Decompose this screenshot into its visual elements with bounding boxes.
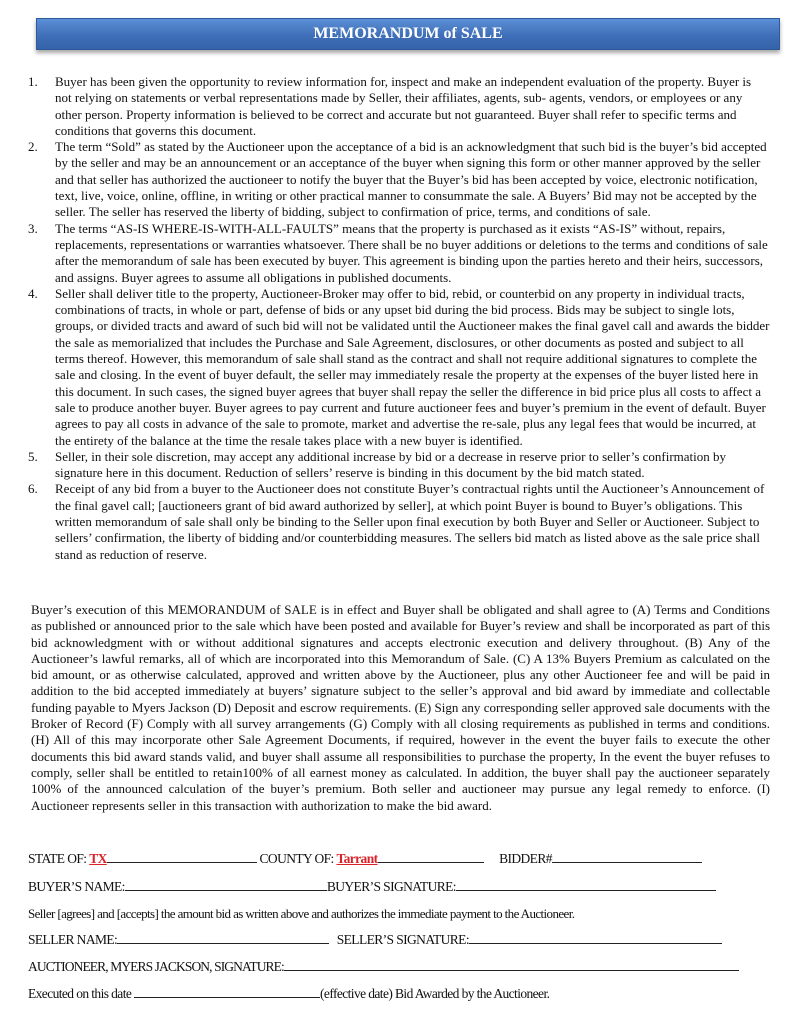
seller-signature-field[interactable] bbox=[469, 931, 722, 944]
county-line bbox=[378, 850, 484, 863]
document-title: MEMORANDUM of SALE bbox=[36, 18, 780, 50]
bidder-label: BIDDER# bbox=[499, 851, 552, 866]
executed-prefix: Executed on this date bbox=[28, 986, 132, 1001]
execution-paragraph: Buyer’s execution of this MEMORANDUM of SALE is in effect and Buyer shall be obligated and shall agree to (A) Terms and Conditions as published or announced prior to the sale which have been posted and available for Buyer’s review and shall be incorporated as part of this bid acknowledgment with or without additional signatures and accepts electronic execution and delivery throughout. (B) Any of the Auctioneer’s lawful remarks, all of which are incorporated into this Memorandum of Sale. (C) A 13% Buyers Premium as calculated on the bid amount, or as otherwise calculated, approved and written above by the Auctioneer, plus any other Auctioneer fee and will be paid in addition to the bid accepted immediately at buyers’ signature subject to the seller’s approval and bid award by immediate and collectable funding payable to Myers Jackson (D) Deposit and escrow requirements. (E) Sign any corresponding seller approved sale documents with the Broker of Record (F) Comply with all survey arrangements (G) Comply with all closing requirements as published in terms and conditions. (H) All of this may incorporate other Sale Agreement Documents, if required, however in the event the buyer fails to execute the other documents this bid award stands valid, and buyer shall assume all responsibilities to purchase the property, In the event the buyer refuses to comply, seller shall be entitled to retain100% of all earnest money as calculated. In addition, the buyer shall pay the auctioneer separately 100% of the announced calculation of the buyer’s premium. Both seller and auctioneer may pursue any legal remedy to enforce. (I) Auctioneer represents seller in this transaction with authorization to make the bid award. bbox=[31, 602, 770, 813]
term-item: 3. The terms “AS-IS WHERE-IS-WITH-ALL-FAULTS” means that the property is purchased as it exists “AS-IS” without, repairs, replacements, representations or warranties whatsoever. There shall be no buyer additions or deletions to the terms and conditions of sale after the memorandum of sale has been executed by buyer. This agreement is binding upon the parties hereto and their heirs, successors, and assigns. Buyer agrees to assume all obligations in published documents. bbox=[28, 221, 770, 286]
location-row bbox=[28, 850, 773, 867]
auctioneer-signature-field[interactable] bbox=[284, 958, 739, 971]
term-item: 5. Seller, in their sole discretion, may accept any additional increase by bid or a decrease in reserve prior to seller’s confirmation by signature here in this document. Reduction of sellers’ reserve is binding in this document by the bid match stated. bbox=[28, 449, 770, 482]
auctioneer-row bbox=[28, 958, 773, 975]
buyer-signature-field[interactable] bbox=[456, 878, 716, 891]
terms-list bbox=[28, 74, 770, 563]
seller-name-field[interactable] bbox=[117, 931, 329, 944]
executed-suffix: (effective date) Bid Awarded by the Auctioneer. bbox=[320, 986, 550, 1001]
effective-date-field[interactable] bbox=[134, 985, 320, 998]
state-label: STATE OF: bbox=[28, 851, 87, 866]
auctioneer-signature-label: AUCTIONEER, MYERS JACKSON, SIGNATURE: bbox=[28, 959, 284, 974]
term-text: The terms “AS-IS WHERE-IS-WITH-ALL-FAULTS” means that the property is purchased as it exists “AS-IS” without, repairs, replacements, representations or warranties whatsoever. There shall be no buyer additions or deletions to the terms and conditions of sale after the memorandum of sale has been executed by buyer. This agreement is binding upon the parties hereto and their heirs, successors, and assigns. Buyer agrees to assume all obligations in published documents. bbox=[55, 220, 768, 285]
seller-row bbox=[28, 931, 773, 948]
term-text: Receipt of any bid from a buyer to the Auctioneer does not constitute Buyer’s contractual rights until the Auctioneer’s Announcement of the final gavel call; [auctioneers grant of bid award authorized by seller], at which point Buyer is bound to Buyer’s obligations. This written memorandum of sale shall only be binding to the Seller upon final execution by both Buyer and Seller or Auctioneer. Subject to sellers’ confirmation, the liberty of bidding and/or counterbidding measures. The sellers bid match as listed above as the sale price shall stand as reduction of reserve. bbox=[55, 481, 765, 562]
bidder-field[interactable] bbox=[552, 850, 702, 863]
term-text: Seller shall deliver title to the property, Auctioneer-Broker may offer to bid, rebid, or counterbid on any property in individual tracts, combinations of tracts, in whole or part, defense of bids or any upset bid during the bid process. Bids may be subject to single lots, groups, or divided tracts and award of such bid will not be validated until the Auctioneer makes the final gavel call and awards the bidder the sale as memorialized that includes the Purchase and Sale Agreement, disclosures, or other documents as posted and subject to all terms thereof. However, this memorandum of sale shall stand as the contract and shall not require additional signatures to complete the sale and closing. In the event of buyer default, the seller may immediately resale the property at the expenses of the buyer listed here in this document. In such cases, the signed buyer agrees that buyer shall repay the seller the difference in bid price plus all costs to affect a sale to produce another buyer. Buyer agrees to pay current and future auctioneer fees and buyer’s premium in the event of default. Buyer agrees to pay all costs in advance of the sale to promote, market and advertise the re-sale, plus any legal fees that would be incurred, at the entirety of the balance at the time the resale takes place with a new buyer is identified. bbox=[55, 285, 770, 448]
term-item: 2. The term “Sold” as stated by the Auctioneer upon the acceptance of a bid is an acknowledgment that such bid is the buyer’s bid accepted by the seller and may be an announcement or an acceptance of the buyer when signing this form or other manner approved by the seller and that seller has authorized the auctioneer to notify the buyer that the Buyer’s bid has been accepted by voice, electronic notification, text, live, voice, online, offline, in writing or other practical manner to consummate the sale. A Buyers’ Bid may not be accepted by the seller. The seller has reserved the liberty of bidding, subject to confirmation of price, terms, and conditions of sale. bbox=[28, 139, 770, 220]
state-field[interactable]: TX bbox=[89, 851, 107, 866]
buyer-name-field[interactable] bbox=[125, 878, 327, 891]
buyer-signature-label: BUYER’S SIGNATURE: bbox=[326, 879, 456, 894]
term-item: 1. Buyer has been given the opportunity to review information for, inspect and make an independent evaluation of the property. Buyer is not relying on statements or verbal representations made by Seller, their affiliates, agents, sub- agents, vendors, or employees or any other person. Property information is believed to be correct and accurate but not guaranteed. Buyer shall refer to specific terms and conditions that governs this document. bbox=[28, 74, 770, 139]
county-field[interactable]: Tarrant bbox=[336, 851, 378, 866]
state-line bbox=[107, 850, 257, 863]
executed-row bbox=[28, 985, 773, 1002]
seller-name-label: SELLER NAME: bbox=[28, 932, 118, 947]
term-text: Seller, in their sole discretion, may accept any additional increase by bid or a decrease in reserve prior to seller’s confirmation by signature here in this document. Reduction of sellers’ reserve is binding in this document by the bid match stated. bbox=[55, 448, 727, 481]
term-item: 6. Receipt of any bid from a buyer to the Auctioneer does not constitute Buyer’s contractual rights until the Auctioneer’s Announcement of the final gavel call; [auctioneers grant of bid award authorized by seller], at which point Buyer is bound to Buyer’s obligations. This written memorandum of sale shall only be binding to the Seller upon final execution by both Buyer and Seller or Auctioneer. Subject to sellers’ confirmation, the liberty of bidding and/or counterbidding measures. The sellers bid match as listed above as the sale price shall stand as reduction of reserve. bbox=[28, 481, 770, 562]
seller-signature-label: SELLER’S SIGNATURE: bbox=[336, 932, 469, 947]
term-text: The term “Sold” as stated by the Auctioneer upon the acceptance of a bid is an acknowledgment that such bid is the buyer’s bid accepted by the seller and may be an announcement or an acceptance of the buyer when signing this form or other manner approved by the seller and that seller has authorized the auctioneer to notify the buyer that the Buyer’s bid has been accepted by voice, electronic notification, text, live, voice, online, offline, in writing or other practical manner to consummate the sale. A Buyers’ Bid may not be accepted by the seller. The seller has reserved the liberty of bidding, subject to confirmation of price, terms, and conditions of sale. bbox=[55, 139, 767, 220]
seller-statement: Seller [agrees] and [accepts] the amount bid as written above and authorizes the immediate payment to the Auctioneer. bbox=[28, 906, 575, 921]
term-text: Buyer has been given the opportunity to review information for, inspect and make an independent evaluation of the property. Buyer is not relying on statements or verbal representations made by Seller, their affiliates, agents, sub- agents, vendors, or employees or any other person. Property information is believed to be correct and accurate but not guaranteed. Buyer shall refer to specific terms and conditions that governs this document. bbox=[55, 74, 752, 138]
county-label: COUNTY OF: bbox=[259, 851, 334, 866]
buyer-row bbox=[28, 878, 773, 895]
buyer-name-label: BUYER’S NAME: bbox=[28, 879, 125, 894]
term-item: 4. Seller shall deliver title to the property, Auctioneer-Broker may offer to bid, rebid, or counterbid on any property in individual tracts, combinations of tracts, in whole or part, defense of bids or any upset bid during the bid process. Bids may be subject to single lots, groups, or divided tracts and award of such bid will not be validated until the Auctioneer makes the final gavel call and awards the bidder the sale as memorialized that includes the Purchase and Sale Agreement, disclosures, or other documents as posted and subject to all terms thereof. However, this memorandum of sale shall stand as the contract and shall not require additional signatures to complete the sale and closing. In the event of buyer default, the seller may immediately resale the property at the expenses of the buyer listed here in this document. In such cases, the signed buyer agrees that buyer shall repay the seller the difference in bid price plus all costs to affect a sale to produce another buyer. Buyer agrees to pay current and future auctioneer fees and buyer’s premium in the event of default. Buyer agrees to pay all costs in advance of the sale to promote, market and advertise the re-sale, plus any legal fees that would be incurred, at the entirety of the balance at the time the resale takes place with a new buyer is identified. bbox=[28, 285, 770, 448]
